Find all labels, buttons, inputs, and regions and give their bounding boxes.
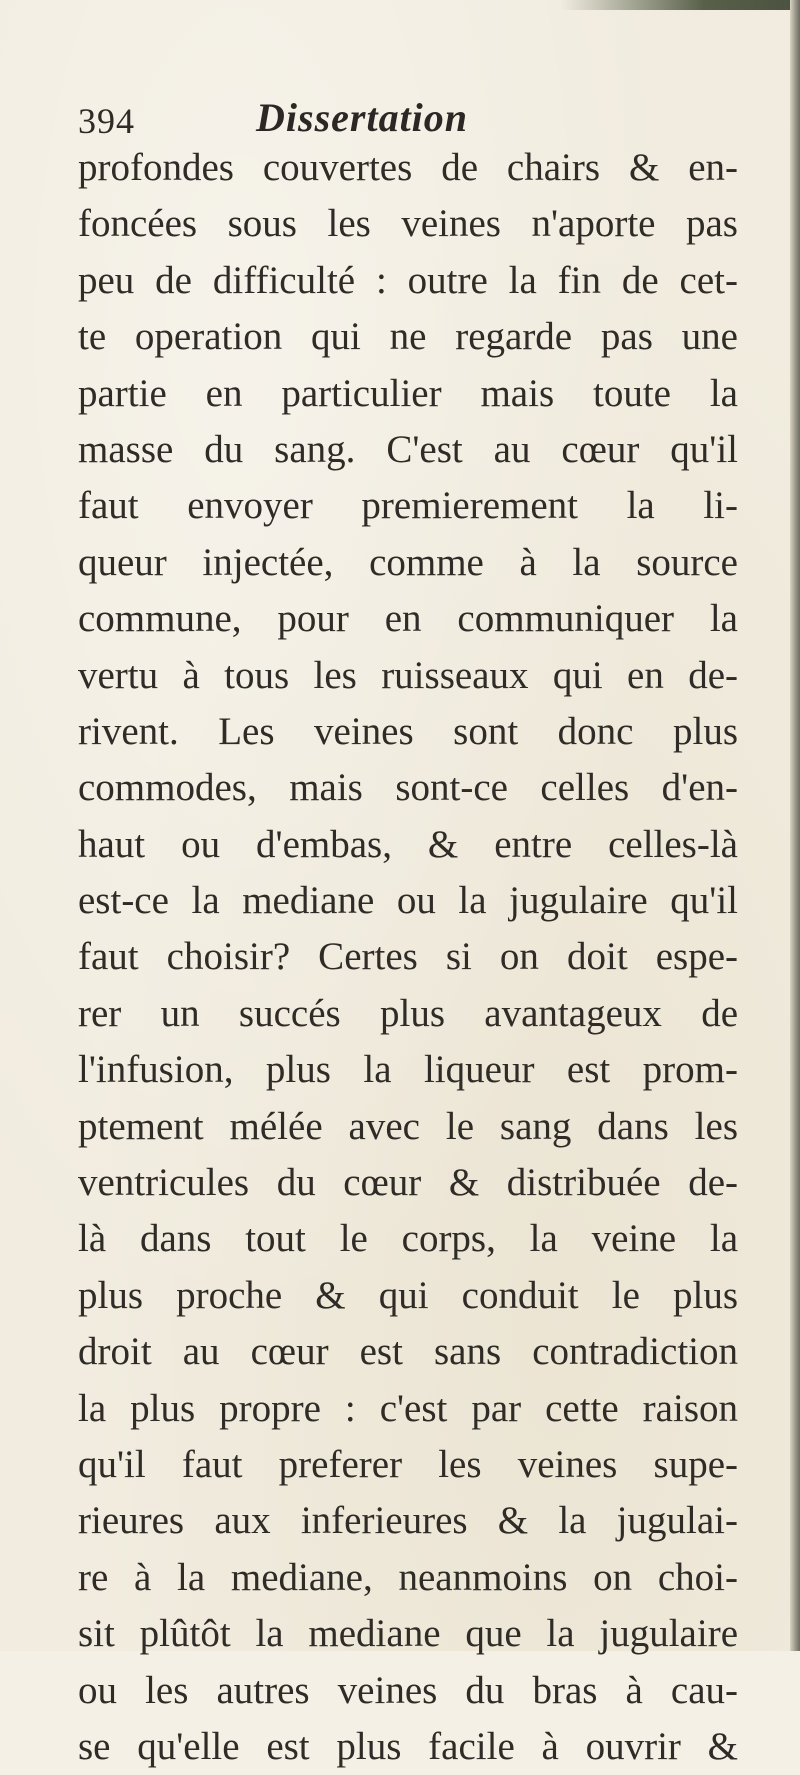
text-line: plus proche & qui conduit le plus (78, 1273, 738, 1317)
text-line: ou les autres veines du bras à cau- (78, 1668, 738, 1712)
text-line: re à la mediane, neanmoins on choi- (78, 1555, 738, 1599)
text-line: profondes couvertes de chairs & en- (78, 146, 738, 189)
text-line: commodes, mais sont-ce celles d'en- (78, 766, 738, 810)
text-line: rieures aux inferieures & la jugulai- (78, 1499, 738, 1543)
text-line: droit au cœur est sans contradiction (78, 1330, 738, 1374)
text-line: partie en particulier mais toute la (78, 371, 738, 415)
text-line: est-ce la mediane ou la jugulaire qu'il (78, 879, 738, 923)
text-line: ventricules du cœur & distribuée de- (78, 1161, 738, 1205)
text-line: qu'il faut preferer les veines supe- (78, 1442, 738, 1486)
running-title: Dissertation (256, 95, 469, 140)
page-right-edge-shadow (790, 0, 800, 1651)
page-top-edge-shadow (560, 0, 800, 10)
text-line: foncées sous les veines n'aporte pas (78, 202, 738, 246)
text-line: la plus propre : c'est par cette raison (78, 1386, 738, 1430)
text-line: faut envoyer premierement la li- (78, 484, 738, 528)
body-text (78, 140, 738, 1775)
text-line: rer un succés plus avantageux de (78, 991, 738, 1035)
text-line: se qu'elle est plus facile à ouvrir & (78, 1724, 738, 1768)
text-line: là dans tout le corps, la veine la (78, 1217, 738, 1261)
page-number: 394 (78, 101, 135, 141)
text-line: vertu à tous les ruisseaux qui en de- (78, 653, 738, 697)
text-line: l'infusion, plus la liqueur est prom- (78, 1048, 738, 1092)
page-header (78, 84, 738, 144)
text-line: haut ou d'embas, & entre celles-là (78, 822, 738, 866)
text-line: masse du sang. C'est au cœur qu'il (78, 427, 738, 471)
text-line: te operation qui ne regarde pas une (78, 315, 738, 359)
text-line: sit plûtôt la mediane que la jugulaire (78, 1612, 738, 1656)
text-line: queur injectée, comme à la source (78, 540, 738, 584)
text-line: rivent. Les veines sont donc plus (78, 709, 738, 753)
text-line: ptement mélée avec le sang dans les (78, 1104, 738, 1148)
text-line: peu de difficulté : outre la fin de cet- (78, 258, 738, 302)
text-line: commune, pour en communiquer la (78, 597, 738, 641)
text-line: faut choisir? Certes si on doit espe- (78, 935, 738, 979)
